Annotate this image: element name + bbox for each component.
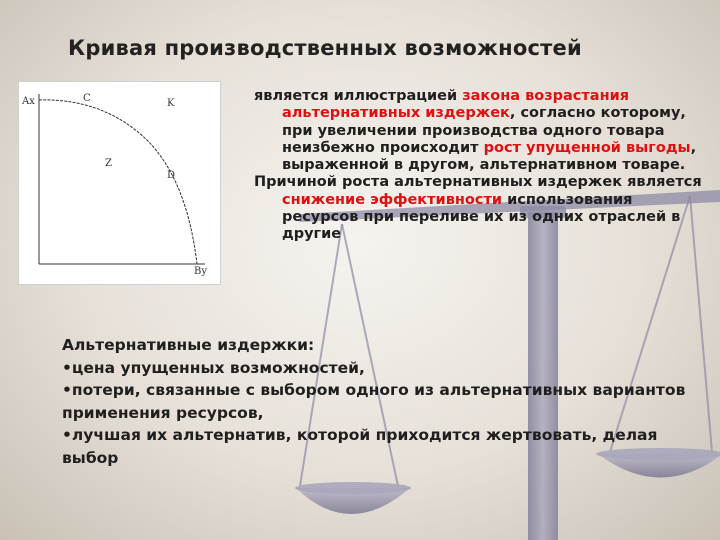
label-ax: Ax — [22, 96, 35, 107]
highlight-lost-profit: рост упущенной выгоды — [483, 139, 691, 156]
definition-item: •лучшая их альтернатив, которой приходится жертвовать, делая выбор — [62, 426, 658, 467]
label-c: C — [83, 93, 91, 104]
description — [254, 88, 704, 244]
description-paragraph-2: Причиной роста альтернативных издержек является снижение эффективности использования ресурсов при переливе их из одних отраслей в другие — [254, 174, 702, 243]
definitions-heading: Альтернативные издержки: — [62, 336, 315, 354]
label-k: K — [167, 98, 175, 109]
label-z: Z — [105, 158, 112, 169]
definitions — [62, 334, 702, 469]
ppc-curve — [39, 100, 197, 264]
ppc-diagram — [19, 82, 220, 284]
description-paragraph-1: является иллюстрацией закона возрастания альтернативных издержек, согласно которому, при увеличении производства одного товара неизбежно происходит рост упущенной выгоды, выраженной в другом, альтернативном товаре. — [254, 88, 697, 174]
label-by: By — [194, 266, 207, 277]
highlight-efficiency: снижение эффективности — [282, 191, 503, 208]
highlight-law: закона возрастания альтернативных издержек — [282, 88, 630, 122]
definition-item: •потери, связанные с выбором одного из альтернативных вариантов применения ресурсов, — [62, 381, 686, 422]
label-d: D — [167, 170, 176, 181]
definition-item: •цена упущенных возможностей, — [62, 358, 365, 377]
slide-title: Кривая производственных возможностей — [68, 36, 582, 60]
